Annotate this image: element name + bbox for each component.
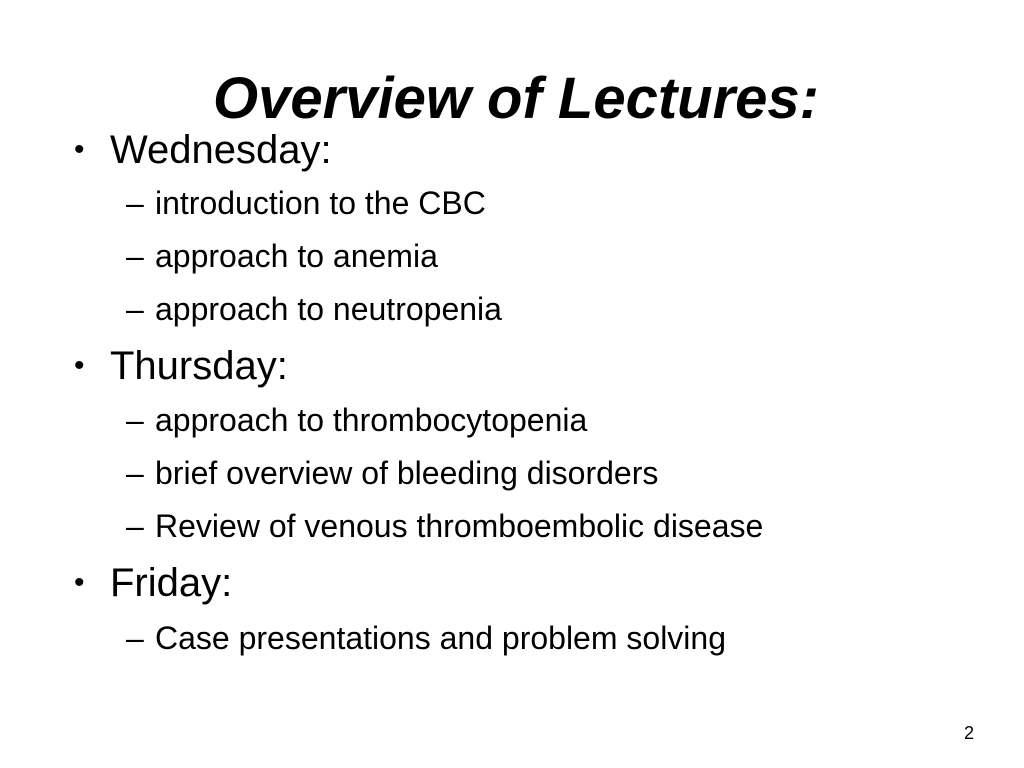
list-item-text: Case presentations and problem solving [155,620,726,656]
page-number: 2 [963,723,974,743]
dash-icon: – [126,238,144,274]
bullet-icon: • [74,349,85,382]
list-item-text: approach to anemia [155,238,438,274]
list-item-text: brief overview of bleeding disorders [155,455,659,491]
list-item-text: introduction to the CBC [155,185,486,221]
bullet-icon: • [74,133,85,166]
list-item-text: approach to neutropenia [155,291,502,327]
list-item-text: Review of venous thromboembolic disease [155,508,764,544]
dash-icon: – [126,620,144,656]
section-label: Friday: [110,561,233,605]
dash-icon: – [126,402,144,438]
dash-icon: – [126,455,144,491]
list-item-text: approach to thrombocytopenia [155,402,588,438]
section-label: Wednesday: [110,128,332,172]
dash-icon: – [126,291,144,327]
dash-icon: – [126,508,144,544]
bullet-icon: • [74,566,85,599]
section-label: Thursday: [110,344,288,388]
dash-icon: – [126,185,144,221]
slide-title: Overview of Lectures: [213,66,819,131]
